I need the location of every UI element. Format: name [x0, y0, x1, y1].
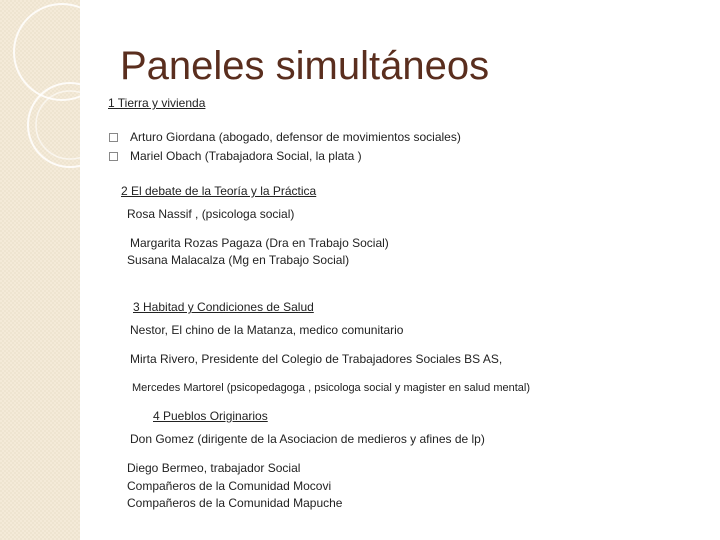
panel-2-line: Rosa Nassif , (psicologa social)	[127, 207, 295, 221]
panel-2-line: Susana Malacalza (Mg en Trabajo Social)	[127, 253, 350, 267]
panel-1-item: Mariel Obach (Trabajadora Social, la plata )	[130, 149, 362, 163]
panel-4-line: Compañeros de la Comunidad Mapuche	[127, 496, 343, 510]
bullet-icon	[109, 152, 118, 161]
panel-1-heading: 1 Tierra y vivienda	[108, 96, 206, 110]
panel-2-heading: 2 El debate de la Teoría y la Práctica	[121, 184, 317, 198]
panel-3-line: Mirta Rivero, Presidente del Colegio de Trabajadores Sociales BS AS,	[130, 352, 503, 366]
panel-4-heading: 4 Pueblos Originarios	[153, 409, 268, 423]
panel-1-item: Arturo Giordana (abogado, defensor de movimientos sociales)	[130, 130, 461, 144]
panel-3-line: Nestor, El chino de la Matanza, medico comunitario	[130, 323, 404, 337]
panel-2-line: Margarita Rozas Pagaza (Dra en Trabajo Social)	[130, 236, 389, 250]
panel-4-line: Don Gomez (dirigente de la Asociacion de medieros y afines de lp)	[130, 432, 485, 446]
panel-3-line: Mercedes Martorel (psicopedagoga , psicologa social y magister en salud mental)	[132, 382, 531, 394]
slide-title: Paneles simultáneos	[120, 44, 490, 88]
panel-4-line: Diego Bermeo, trabajador Social	[127, 461, 301, 475]
panel-3-heading: 3 Habitad y Condiciones de Salud	[133, 300, 314, 314]
bullet-icon	[109, 133, 118, 142]
panel-4-line: Compañeros de la Comunidad Mocovi	[127, 479, 332, 493]
